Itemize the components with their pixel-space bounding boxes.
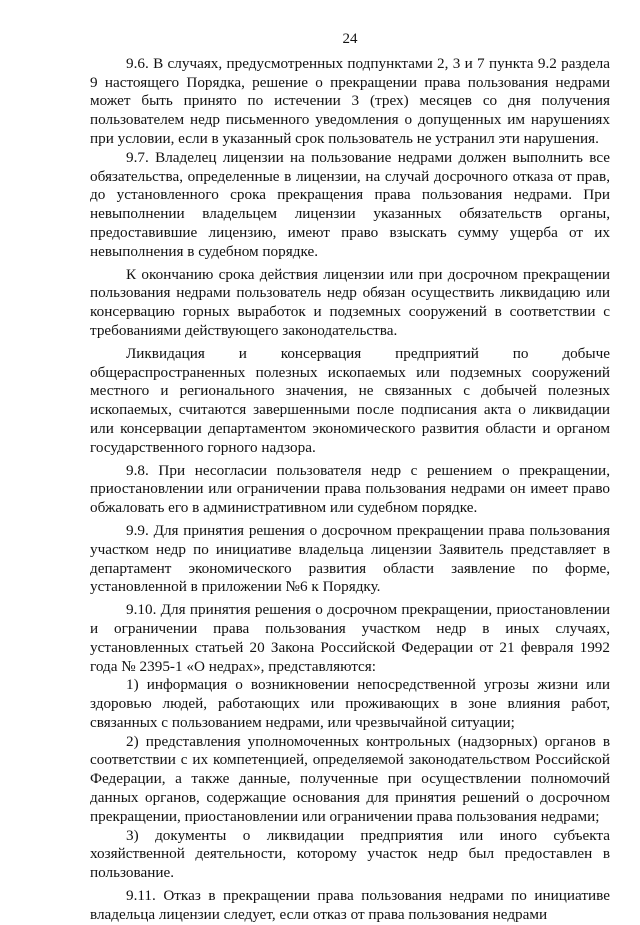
paragraph-9-7: 9.7. Владелец лицензии на пользование недрами должен выполнить все обязательства, определенные в лицензии, на случай досрочного отказа от прав, до установленного срока прекращения права пользования недрами. При невыполнении владельцем лицензии указанных обязательств органы, предоставившие лицензию, имеют право взыскать сумму ущерба от их невыполнения в судебном порядке. <box>90 148 610 260</box>
paragraph-liquidation-completion: Ликвидация и консервация предприятий по добыче общераспространенных полезных ископаемых или подземных сооружений местного и регионального значения, не связанных с добычей полезных ископаемых, считаются завершенными после подписания акта о ликвидации или консервации департаментом экономического развития области и органом государственного горного надзора. <box>90 344 610 456</box>
paragraph-9-9: 9.9. Для принятия решения о досрочном прекращении права пользования участком недр по инициативе владельца лицензии Заявитель представляет в департамент экономического развития области заявление по форме, установленной в приложении №6 к Порядку. <box>90 521 610 596</box>
paragraph-9-6: 9.6. В случаях, предусмотренных подпунктами 2, 3 и 7 пункта 9.2 раздела 9 настоящего Порядка, решение о прекращении права пользования недрами может быть принято по истечении 3 (трех) месяцев со дня получения пользователем недр письменного уведомления о допущенных им нарушениях при условии, если в указанный срок пользователь не устранил эти нарушения. <box>90 54 610 147</box>
paragraph-liquidation-obligation: К окончанию срока действия лицензии или при досрочном прекращении пользования недрами пользователь недр обязан осуществить ликвидацию или консервацию горных выработок и подземных сооружений в соответствии с требованиями действующего законодательства. <box>90 265 610 339</box>
document-page <box>90 30 610 925</box>
paragraph-9-11: 9.11. Отказ в прекращении права пользования недрами по инициативе владельца лицензии следует, если отказ от права пользования недрами <box>90 887 610 923</box>
list-item: 1) информация о возникновении непосредственной угрозы жизни или здоровью людей, работающих или проживающих в зоне влияния работ, связанных с пользованием недрами, или чрезвычайной ситуации; <box>90 676 610 731</box>
list-item: 2) представления уполномоченных контрольных (надзорных) органов в соответствии с их компетенцией, определяемой законодательством Российской Федерации, а также данные, полученные при осуществлении полномочий данных органов, содержащие основания для принятия решений о досрочном прекращении, приостановлении или ограничении права пользования недрами; <box>90 732 610 825</box>
paragraph-9-10: 9.10. Для принятия решения о досрочном прекращении, приостановлении и ограничении права пользования участком недр в иных случаях, установленных статьей 20 Закона Российской Федерации от 21 февраля 1992 года № 2395-1 «О недрах», представляются: <box>90 601 610 675</box>
page-number: 24 <box>342 31 358 47</box>
list-item: 3) документы о ликвидации предприятия или иного субъекта хозяйственной деятельности, которому участок недр был предоставлен в пользование. <box>90 826 610 882</box>
paragraph-9-8: 9.8. При несогласии пользователя недр с решением о прекращении, приостановлении или ограничении права пользования недрами он имеет право обжаловать его в административном или судебном порядке. <box>90 461 610 517</box>
